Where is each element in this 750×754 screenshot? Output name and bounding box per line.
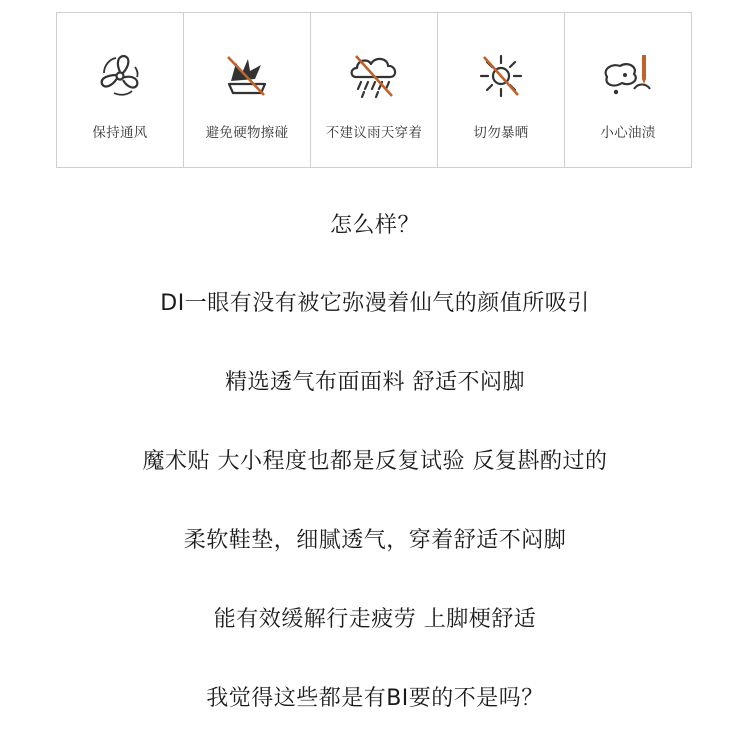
text-line-fabric: 精选透气布面面料 舒适不闷脚 [225,370,525,395]
oil-stain-icon [598,51,658,101]
care-label-oil-stain: 小心油渍 [600,125,656,141]
no-sun-icon [471,51,531,101]
text-line-appearance: DI一眼有没有被它弥漫着仙气的颜值所吸引 [160,291,590,316]
no-rain-icon [344,51,404,101]
care-label-no-rain: 不建议雨天穿着 [325,125,423,141]
care-instructions-strip [56,12,692,168]
care-label-ventilate: 保持通风 [92,125,148,141]
care-item-no-sun [438,13,565,167]
text-line-closing: 我觉得这些都是有BI要的不是吗？ [206,686,544,711]
text-line-velcro: 魔术贴 大小程度也都是反复试验 反复斟酌过的 [142,449,608,474]
care-item-oil-stain [565,13,691,167]
fan-icon [90,51,150,101]
care-item-no-rain [311,13,438,167]
text-line-insole: 柔软鞋垫，细腻透气，穿着舒适不闷脚 [183,528,567,553]
text-line-comfort: 能有效缓解行走疲劳 上脚梗舒适 [213,607,537,632]
care-label-no-sun: 切勿暴晒 [473,125,529,141]
care-label-avoid-impact: 避免硬物擦碰 [205,125,289,141]
care-item-avoid-impact [184,13,311,167]
text-line-question: 怎么样？ [329,213,420,238]
no-impact-icon [217,51,277,101]
care-item-ventilate [57,13,184,167]
